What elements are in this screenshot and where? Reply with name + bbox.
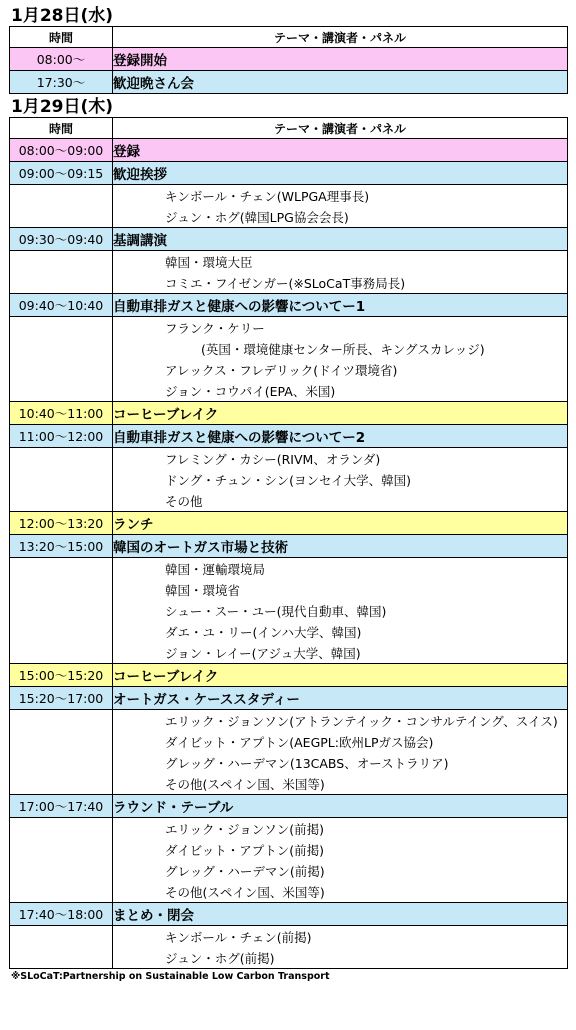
session-title: ラウンド・テーブル xyxy=(113,795,568,818)
speaker-row xyxy=(10,773,568,795)
time-blank xyxy=(10,251,113,273)
speaker-row xyxy=(10,185,568,207)
speaker-name: キンボール・チェン(前掲) xyxy=(113,926,568,948)
speaker-name: ジュン・ホグ(前掲) xyxy=(113,947,568,969)
time-blank xyxy=(10,710,113,732)
speaker-name: アレックス・フレデリック(ドイツ環境省) xyxy=(113,359,568,380)
speaker-row xyxy=(10,558,568,580)
speaker-name: ドング・チュン・シン(ヨンセイ大学、韓国) xyxy=(113,469,568,490)
session-time: 17:40〜18:00 xyxy=(10,903,113,926)
session-row xyxy=(10,664,568,687)
session-title: 韓国のオートガス市場と技術 xyxy=(113,535,568,558)
session-row xyxy=(10,162,568,185)
time-blank xyxy=(10,338,113,359)
speaker-row xyxy=(10,579,568,600)
session-row xyxy=(10,294,568,317)
day2-schedule-table xyxy=(9,117,568,969)
time-blank xyxy=(10,818,113,840)
session-time: 10:40〜11:00 xyxy=(10,402,113,425)
speaker-row xyxy=(10,338,568,359)
session-title: 歓迎挨拶 xyxy=(113,162,568,185)
time-blank xyxy=(10,185,113,207)
session-time: 11:00〜12:00 xyxy=(10,425,113,448)
session-row xyxy=(10,425,568,448)
schedule-row xyxy=(10,71,568,94)
speaker-row xyxy=(10,272,568,294)
session-time: 13:20〜15:00 xyxy=(10,535,113,558)
session-row xyxy=(10,687,568,710)
time-blank xyxy=(10,579,113,600)
time-blank xyxy=(10,558,113,580)
speaker-row xyxy=(10,469,568,490)
topic-header: テーマ・講演者・パネル xyxy=(113,118,568,139)
speaker-name: グレッグ・ハーデマン(前掲) xyxy=(113,860,568,881)
speaker-name: 韓国・環境大臣 xyxy=(113,251,568,273)
speaker-name: その他(スペイン国、米国等) xyxy=(113,773,568,795)
time-blank xyxy=(10,317,113,339)
speaker-row xyxy=(10,642,568,664)
time-blank xyxy=(10,839,113,860)
day2-title: 1月29日(木) xyxy=(11,97,114,117)
speaker-row xyxy=(10,359,568,380)
speaker-name: その他(スペイン国、米国等) xyxy=(113,881,568,903)
time-blank xyxy=(10,731,113,752)
session-title: 登録 xyxy=(113,139,568,162)
speaker-name: その他 xyxy=(113,490,568,512)
session-title: 自動車排ガスと健康への影響についてー1 xyxy=(113,294,568,317)
session-title: コーヒーブレイク xyxy=(113,402,568,425)
time-blank xyxy=(10,490,113,512)
speaker-name: 韓国・運輸環境局 xyxy=(113,558,568,580)
session-title: オートガス・ケーススタディー xyxy=(113,687,568,710)
table-header xyxy=(10,27,568,48)
speaker-row xyxy=(10,818,568,840)
speaker-row xyxy=(10,317,568,339)
speaker-name: グレッグ・ハーデマン(13CABS、オーストラリア) xyxy=(113,752,568,773)
session-title: 基調講演 xyxy=(113,228,568,251)
session-time: 08:00〜09:00 xyxy=(10,139,113,162)
schedule-row xyxy=(10,48,568,71)
speaker-row xyxy=(10,881,568,903)
speaker-row xyxy=(10,839,568,860)
speaker-name: ダイビット・アプトン(AEGPL:欧州LPガス協会) xyxy=(113,731,568,752)
day1-schedule-table xyxy=(9,26,568,94)
time-blank xyxy=(10,642,113,664)
speaker-name: (英国・環境健康センター所長、キングスカレッジ) xyxy=(113,338,568,359)
speaker-name: フランク・ケリー xyxy=(113,317,568,339)
time-blank xyxy=(10,380,113,402)
speaker-name: シュー・スー・ユー(現代自動車、韓国) xyxy=(113,600,568,621)
speaker-row xyxy=(10,600,568,621)
speaker-row xyxy=(10,926,568,948)
speaker-name: エリック・ジョンソン(アトランテイック・コンサルテイング、スイス) xyxy=(113,710,568,732)
speaker-row xyxy=(10,731,568,752)
speaker-name: ジュン・ホグ(韓国LPG協会会長) xyxy=(113,206,568,228)
session-row xyxy=(10,139,568,162)
time-blank xyxy=(10,448,113,470)
session-time: 09:30〜09:40 xyxy=(10,228,113,251)
session-title: 登録開始 xyxy=(113,48,568,71)
time-blank xyxy=(10,469,113,490)
speaker-row xyxy=(10,251,568,273)
time-blank xyxy=(10,272,113,294)
session-row xyxy=(10,402,568,425)
session-title: コーヒーブレイク xyxy=(113,664,568,687)
speaker-row xyxy=(10,490,568,512)
session-row xyxy=(10,228,568,251)
speaker-name: キンボール・チェン(WLPGA理事長) xyxy=(113,185,568,207)
time-blank xyxy=(10,359,113,380)
session-row xyxy=(10,795,568,818)
time-blank xyxy=(10,621,113,642)
time-header: 時間 xyxy=(10,27,113,48)
time-blank xyxy=(10,206,113,228)
session-title: まとめ・閉会 xyxy=(113,903,568,926)
speaker-name: ダイビット・アプトン(前掲) xyxy=(113,839,568,860)
time-blank xyxy=(10,773,113,795)
session-title: 歓迎晩さん会 xyxy=(113,71,568,94)
time-blank xyxy=(10,752,113,773)
session-row xyxy=(10,512,568,535)
time-header: 時間 xyxy=(10,118,113,139)
speaker-name: フレミング・カシー(RIVM、オランダ) xyxy=(113,448,568,470)
time-blank xyxy=(10,926,113,948)
speaker-row xyxy=(10,710,568,732)
session-time: 09:40〜10:40 xyxy=(10,294,113,317)
time-blank xyxy=(10,600,113,621)
speaker-name: 韓国・環境省 xyxy=(113,579,568,600)
session-title: ランチ xyxy=(113,512,568,535)
session-row xyxy=(10,535,568,558)
session-time: 12:00〜13:20 xyxy=(10,512,113,535)
session-row xyxy=(10,903,568,926)
topic-header: テーマ・講演者・パネル xyxy=(113,27,568,48)
speaker-row xyxy=(10,860,568,881)
speaker-name: ジョン・コウパイ(EPA、米国) xyxy=(113,380,568,402)
session-time: 15:00〜15:20 xyxy=(10,664,113,687)
time-blank xyxy=(10,881,113,903)
speaker-row xyxy=(10,947,568,969)
footnote: ※SLoCaT:Partnership on Sustainable Low Carbon Transport xyxy=(11,971,330,982)
session-time: 17:00〜17:40 xyxy=(10,795,113,818)
speaker-name: コミエ・フイゼンガー(※SLoCaT事務局長) xyxy=(113,272,568,294)
speaker-name: ダエ・ユ・リー(インハ大学、韓国) xyxy=(113,621,568,642)
speaker-row xyxy=(10,621,568,642)
time-blank xyxy=(10,860,113,881)
day1-title: 1月28日(水) xyxy=(11,6,114,26)
session-time: 15:20〜17:00 xyxy=(10,687,113,710)
table-header xyxy=(10,118,568,139)
speaker-row xyxy=(10,448,568,470)
speaker-row xyxy=(10,380,568,402)
session-time: 08:00〜 xyxy=(10,48,113,71)
speaker-row xyxy=(10,206,568,228)
speaker-name: エリック・ジョンソン(前掲) xyxy=(113,818,568,840)
session-title: 自動車排ガスと健康への影響についてー2 xyxy=(113,425,568,448)
speaker-row xyxy=(10,752,568,773)
session-time: 17:30〜 xyxy=(10,71,113,94)
session-time: 09:00〜09:15 xyxy=(10,162,113,185)
time-blank xyxy=(10,947,113,969)
speaker-name: ジョン・レイー(アジュ大学、韓国) xyxy=(113,642,568,664)
